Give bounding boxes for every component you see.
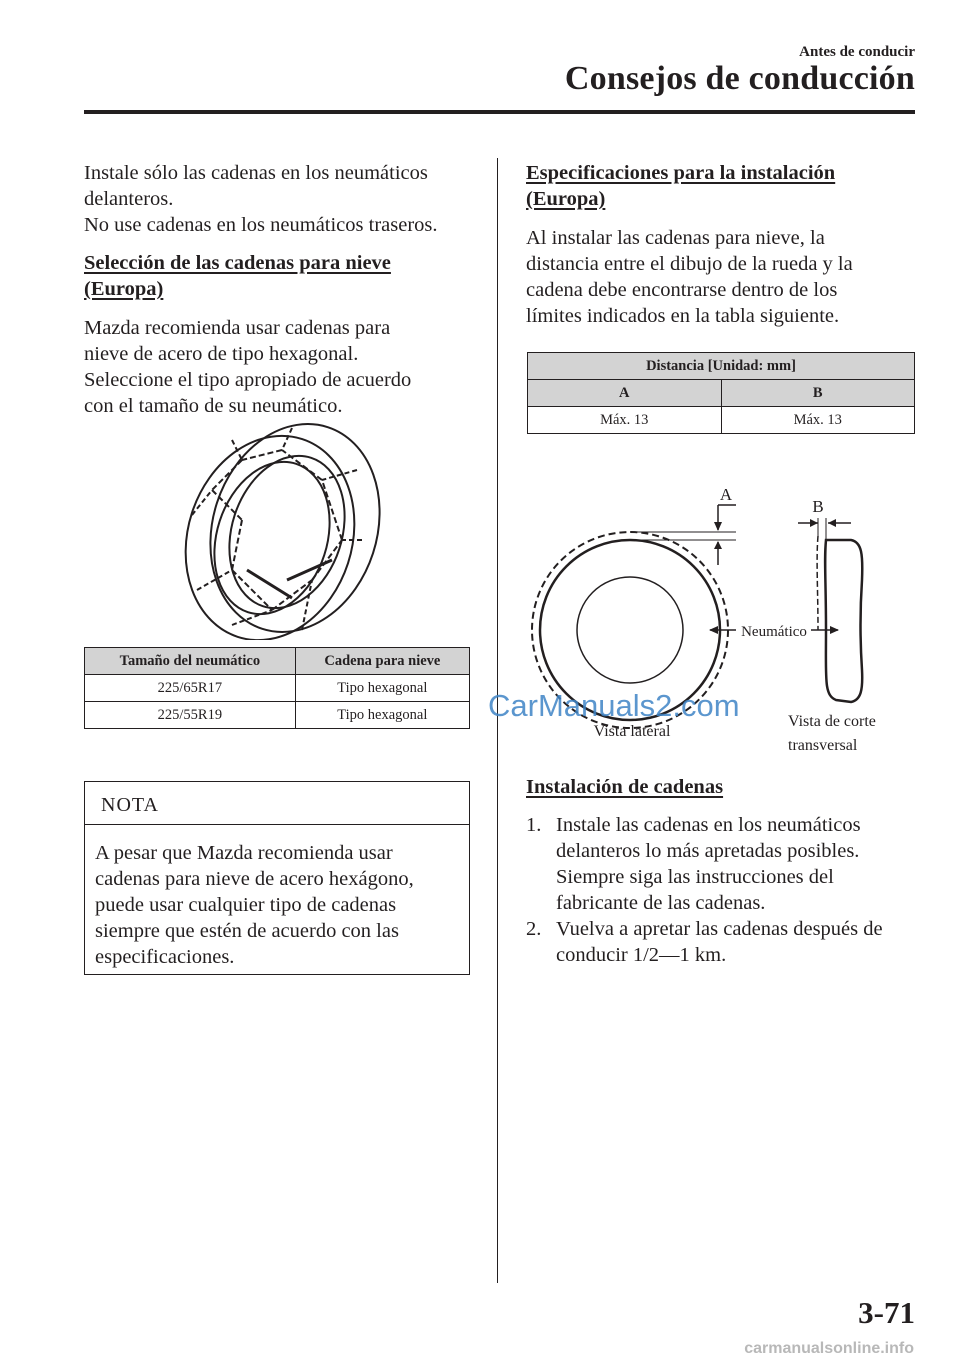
label-tire: Neumático <box>741 624 807 640</box>
footer-watermark: carmanualsonline.info <box>744 1340 914 1357</box>
list-item: 1. Instale las cadenas en los neumáticos delanteros lo más apretadas posibles. Siempre siga las instrucciones del fabricante de las cadenas. <box>526 814 861 914</box>
selection-paragraph: Mazda recomienda usar cadenas para nieve de acero de tipo hexagonal. Seleccione el tipo apropiado de acuerdo con el tamaño de su neumático. <box>84 317 412 417</box>
table-header: Tamaño del neumático <box>85 648 296 675</box>
table-row: 225/65R17 Tipo hexagonal <box>85 675 470 702</box>
header-rule <box>84 110 915 114</box>
note-separator <box>85 824 469 825</box>
note-box <box>84 781 470 975</box>
tire-cross-section <box>825 540 862 702</box>
snow-chain-illustration <box>172 420 382 640</box>
wheel-outline <box>577 577 683 683</box>
label-cross-section: transversal <box>788 737 858 754</box>
intro-paragraph: Instale sólo las cadenas en los neumáticos delanteros. No use cadenas en los neumáticos traseros. <box>84 162 438 236</box>
tire-size-table <box>84 647 470 729</box>
list-item: 2. Vuelva a apretar las cadenas después de conducir 1/2—1 km. <box>526 918 883 966</box>
page-number: 3-71 <box>858 1295 915 1330</box>
label-a: A <box>719 485 733 504</box>
installation-spec-heading: Especificaciones para la instalación (Europa) <box>526 162 836 210</box>
chain-installation-heading: Instalación de cadenas <box>526 776 724 798</box>
installation-spec-paragraph: Al instalar las cadenas para nieve, la distancia entre el dibujo de la rueda y la cadena debe encontrarse dentro de los límites indicados en la tabla siguiente. <box>526 227 853 327</box>
table-title: Distancia [Unidad: mm] <box>528 353 915 380</box>
section-title: Antes de conducir <box>799 44 915 60</box>
installation-steps <box>526 812 883 968</box>
watermark: CarManuals2.com <box>488 688 740 723</box>
note-text: A pesar que Mazda recomienda usar cadenas para nieve de acero hexágono, puede usar cualquier tipo de cadenas siempre que estén de acuerdo con las especificaciones. <box>95 842 414 968</box>
table-header: A <box>528 380 722 407</box>
table-row: Máx. 13 Máx. 13 <box>528 407 915 434</box>
label-b: B <box>812 497 824 516</box>
label-cross-section: Vista de corte <box>788 713 876 730</box>
table-header: B <box>721 380 915 407</box>
snow-chain-selection-heading: Selección de las cadenas para nieve (Europa) <box>84 252 391 300</box>
label-side-view: Vista lateral <box>593 723 671 740</box>
chapter-title: Consejos de conducción <box>564 60 915 97</box>
table-header: Cadena para nieve <box>295 648 469 675</box>
table-row: 225/55R19 Tipo hexagonal <box>85 702 470 729</box>
distance-table <box>527 352 915 434</box>
note-title: NOTA <box>101 794 159 816</box>
